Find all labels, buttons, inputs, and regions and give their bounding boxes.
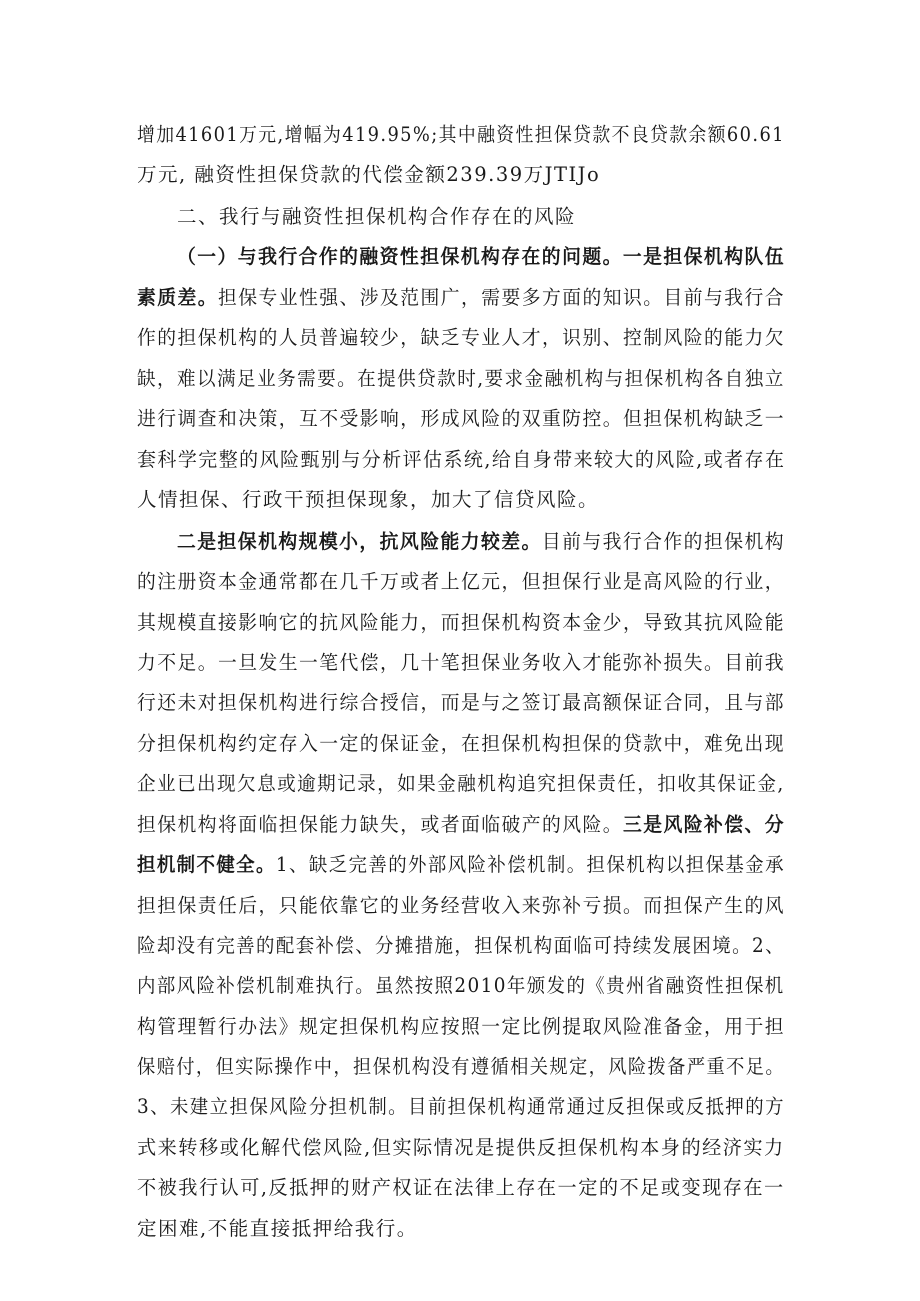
section-heading [177, 200, 576, 234]
paragraph-line [137, 362, 785, 396]
text-segment: 担担保责任后，只能依靠它的业务经营收入来弥补亏损。而担保产生的风 [137, 894, 786, 917]
paragraph-line [137, 606, 785, 640]
paragraph-line [137, 321, 785, 355]
paragraph-line [137, 443, 785, 477]
text-segment: 定困难,不能直接抵押给我行。 [137, 1217, 418, 1240]
text-segment: 分担保机构约定存入一定的保证金，在担保机构担保的贷款中，难免出现 [137, 732, 786, 755]
text-segment: 行还未对担保机构进行综合授信，而是与之签订最高额保证合同，且与部 [137, 691, 786, 714]
text-segment: 万元, 融资性担保贷款的代偿金额239.39万JTIJo [137, 163, 601, 186]
paragraph-line [137, 929, 785, 963]
paragraph-line [177, 525, 785, 559]
text-segment: 缺，难以满足业务需要。在提供贷款时,要求金融机构与担保机构各自独立 [137, 367, 785, 390]
text-segment: 进行调查和决策，互不受影响，形成风险的双重防控。但担保机构缺乏一 [137, 407, 786, 430]
paragraph-line [137, 483, 599, 517]
paragraph-line [137, 1212, 418, 1246]
text-segment: 式来转移或化解代偿风险,但实际情况是提供反担保机构本身的经济实力 [137, 1136, 785, 1159]
paragraph-line [137, 808, 785, 842]
paragraph-line [137, 158, 600, 192]
paragraph-line [137, 1131, 785, 1165]
bold-text-segment: 二是担保机构规模小，抗风险能力较差。 [177, 530, 542, 553]
paragraph-line [137, 646, 785, 680]
text-segment: 险却没有完善的配套补偿、分摊措施，担保机构面临可持续发展困境。2、 [137, 934, 785, 957]
bold-text-segment: （一）与我行合作的融资性担保机构存在的问题。一是担保机构队伍 [177, 245, 786, 268]
text-segment: 企业已出现欠息或逾期记录，如果金融机构追究担保责任，扣收其保证金, [137, 772, 785, 795]
paragraph-line [137, 118, 785, 152]
paragraph-line [137, 1171, 785, 1205]
paragraph-line [137, 1010, 785, 1044]
text-segment: 构管理暂行办法》规定担保机构应按照一定比例提取风险准备金，用于担 [137, 1015, 786, 1038]
text-segment: 其规模直接影响它的抗风险能力，而担保机构资本金少，导致其抗风险能 [137, 611, 786, 634]
text-segment: 内部风险补偿机制难执行。虽然按照2010年颁发的《贵州省融资性担保机 [137, 974, 785, 997]
text-segment: 不被我行认可,反抵押的财产权证在法律上存在一定的不足或变现存在一 [137, 1176, 785, 1199]
text-segment: 目前与我行合作的担保机构 [541, 530, 786, 553]
paragraph-line [137, 1090, 785, 1124]
text-segment: 的注册资本金通常都在几千万或者上亿元，但担保行业是高风险的行业， [137, 570, 786, 593]
text-segment: 保赔付，但实际操作中，担保机构没有遵循相关规定，风险拨备严重不足。 [137, 1055, 786, 1078]
bold-text-segment: 担机制不健全。 [137, 853, 276, 876]
text-segment: 3、未建立担保风险分担机制。目前担保机构通常通过反担保或反抵押的方 [137, 1095, 785, 1118]
bold-text-segment: 素质差。 [137, 286, 219, 309]
bold-text-segment: 三是风险补偿、分 [623, 813, 786, 836]
text-segment: 作的担保机构的人员普遍较少，缺乏专业人才，识别、控制风险的能力欠 [137, 326, 786, 349]
paragraph-line [137, 727, 785, 761]
paragraph-line [137, 565, 785, 599]
paragraph-line [137, 848, 785, 882]
text-segment: 套科学完整的风险甄别与分析评估系统,给自身带来较大的风险,或者存在 [137, 448, 786, 471]
paragraph-line [137, 402, 785, 436]
paragraph-line [137, 686, 785, 720]
text-segment: 担保机构将面临担保能力缺失，或者面临破产的风险。 [137, 813, 624, 836]
paragraph-line [177, 240, 785, 274]
text-segment: 人情担保、行政干预担保现象，加大了信贷风险。 [137, 488, 600, 511]
text-segment: 担保专业性强、涉及范围广，需要多方面的知识。目前与我行合 [218, 286, 786, 309]
paragraph-line [137, 1050, 785, 1084]
text-segment: 二、我行与融资性担保机构合作存在的风险 [177, 205, 577, 228]
text-segment: 1、缺乏完善的外部风险补偿机制。担保机构以担保基金承 [275, 853, 785, 876]
paragraph-line [137, 889, 785, 923]
paragraph-line [137, 281, 785, 315]
paragraph-line [137, 969, 785, 1003]
paragraph-line [137, 767, 785, 801]
text-segment: 力不足。一旦发生一笔代偿，几十笔担保业务收入才能弥补损失。目前我 [137, 651, 786, 674]
text-segment: 增加41601万元,增幅为419.95%;其中融资性担保贷款不良贷款余额60.61 [137, 123, 785, 146]
